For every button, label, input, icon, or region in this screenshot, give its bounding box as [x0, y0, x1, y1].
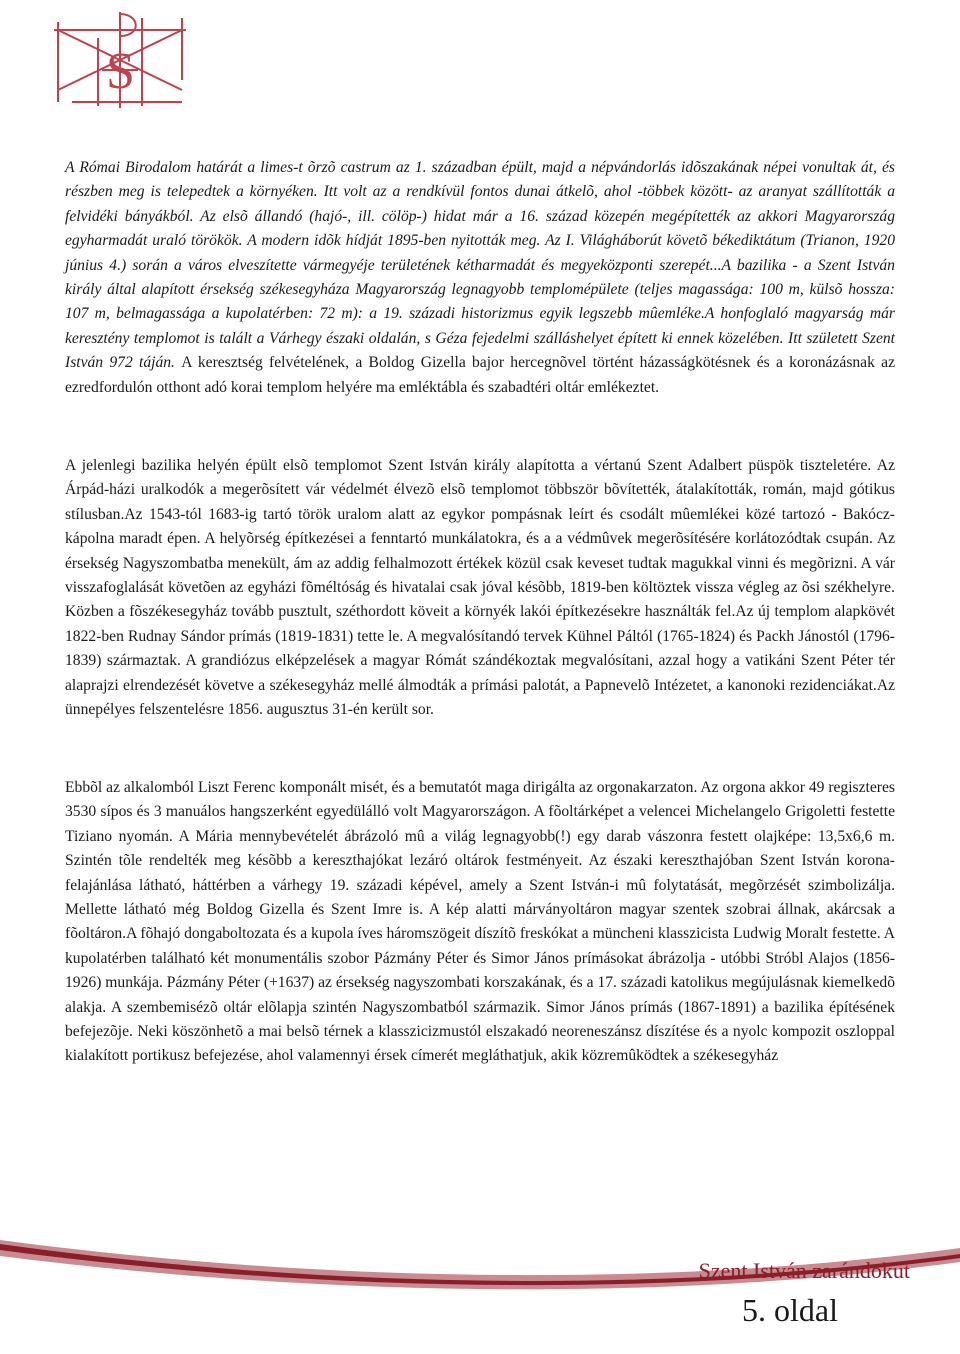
paragraph-history	[65, 156, 895, 400]
text-segment: Ebbõl az alkalomból Liszt Ferenc komponált misét, és a bemutatót maga dirigálta az orgonakarzaton. Az orgona akkor 49 regiszteres 3530 sípos és 3 manuálos hangszerként egyedülálló volt Magyarországon. A fõoltárképet a velencei Michelangelo Grigoletti festette Tiziano nyomán.	[65, 779, 895, 845]
page-number-label: oldal	[774, 1292, 838, 1328]
text-segment: A honfoglaló magyarság már keresztény templomot is talált a Várhegy északi oldalán, s Géza fejedelmi szálláshelyet épített ki ennek közelében. Itt született Szent István 972 táján.	[65, 305, 895, 372]
paragraph-basilica	[65, 454, 895, 722]
text-segment: A jelenlegi bazilika helyén épült elsõ templomot Szent István király alapította a vértanú Szent Adalbert püspök tiszteletére. Az Árpád-házi uralkodók a megerõsített vár védelmét élvezõ elsõ templomot többször bõvítették, átalakították, román, majd gótikus stílusban.	[65, 457, 895, 523]
text-segment: A vár visszafoglalását követõen az egyházi fõméltóság és hivatalai csak jóval késõbb, 1819-ben költöztek vissza végleg az õsi székhelyre. Közben a fõszékesegyház tovább pusztult, széthordott köveit a környék lakói építkezésekre használták fel.	[65, 554, 895, 621]
text-segment: Az új templom alapkövét 1822-ben Rudnay Sándor prímás (1819-1831) tette le. A megvalósítandó tervek Kühnel Páltól (1765-1824) és Packh Jánostól (1796-1839) származtak. A grandiózus elképzelések a magyar Rómát szándékoztak megvalósítani, azzal hogy a vatikáni Szent Péter tér alaprajzi elrendezését követve a székesegyház mellé álmodták a prímási palotát, a Papnevelõ Intézetet, a kanonoki rezidenciákat.	[65, 603, 895, 694]
text-segment: Az 1543-tól 1683-ig tartó török uralom alatt az egykor pompásnak leírt és csodált mûemlékei közé tartozó - Bakócz-kápolna maradt épen.	[65, 505, 895, 548]
text-segment: A keresztség felvételének, a Boldog Gizella bajor hercegnõvel történt házasságkötésnek és a koronázásnak az ezredfordulón otthont adó korai templom helyére ma emléktábla és szabadtéri oltár emlékeztet.	[65, 354, 895, 396]
text-segment: Neki köszönhetõ a mai belsõ térnek a klasszicizmustól elszakadó neoreneszánsz díszítése és a nyolc kompozit oszloppal kialakított portikusz befejezése, ahol valamennyi érsek címerét megláthatjuk, akik közremûködtek a székesegyház	[65, 1023, 895, 1065]
text-segment: A helyõrség építkezései a fenntartó munkálatokra, és a a védmûvek megerõsítésére korlátozódtak csupán. Az érsekség Nagyszombatba menekült, ám az addig felhalmozott értékek közül csak keveset tudtak magukkal vinni és megõrizni.	[65, 530, 896, 572]
chi-rho-monogram-logo	[52, 10, 188, 110]
footer-title: Szent István zarándokút	[698, 1258, 910, 1283]
page-number	[742, 1292, 838, 1329]
text-segment: A Mária mennybevételét ábrázoló mû a világ legnagyobb(!) egy darab vászonra festett olajképe: 13,5x6,6 m. Szintén tõle rendelték meg késõbb a kereszthajókat lezáró oltárok festményeit. Az északi kereszthajóban Szent István korona-felajánlása látható, háttérben a várhegy 19. századi képével, amely a Szent István-i mû folytatását, megõrzését szimbolizálja. Mellette látható még Boldog Gizella és Szent Imre is. A kép alatti márványoltáron magyar szentek szobrai állnak, akárcsak a fõoltáron.	[65, 827, 896, 943]
page-number-value: 5.	[742, 1292, 767, 1328]
text-segment: A fõhajó dongaboltozata és a kupola íves háromszögeit díszítõ freskókat a müncheni klasszicista Ludwig Moralt festette. A kupolatérben található két monumentális szobor Pázmány Péter és Simor János prímásokat ábrázolja - utóbbi Stróbl Alajos (1856-1926) munkája. Pázmány Péter (+1637) az érsekség nagyszombati korszakának, és a 17. századi katolikus megújulásnak kiemelkedõ alakja. A szembemisézõ oltár elõlapja szintén Nagyszombatból származik. Simor János prímás (1867-1891) a bazilika építésének befejezõje.	[65, 925, 895, 1041]
text-segment: Az ünnepélyes felszentelésre 1856. augusztus 31-én került sor.	[65, 676, 895, 719]
text-segment: A Római Birodalom határát a limes-t õrzõ castrum az 1. században épült, majd a népvándorlás idõszakának népei vonultak át, és részben meg is telepedtek a környéken. Itt volt az a rendkívül fontos dunai átkelõ, ahol -többek között- az aranyat szállították a felvidéki bányákból. Az elsõ állandó (hajó-, ill. cölöp-) hidat már a 16. század közepén megépítették az akkori Magyarország egyharmadát uraló törökök. A modern idõk hídját 1895-ben nyitották meg. Az I. Világháborút követõ békediktátum (Trianon, 1920 június 4.) során a város elveszítette vármegyéje területének kétharmadát és megyeközponti szerepét...	[65, 159, 895, 274]
text-segment: A bazilika - a Szent István király által alapított érsekség székesegyháza Magyarország legnagyobb templomépülete (teljes magassága: 100 m, külsõ hossza: 107 m, belmagassága a kupolatérben: 72 m): a 19. századi historizmus egyik legszebb mûemléke.	[65, 256, 895, 323]
paragraph-interior	[65, 776, 895, 1069]
svg-text:S: S	[106, 43, 135, 100]
